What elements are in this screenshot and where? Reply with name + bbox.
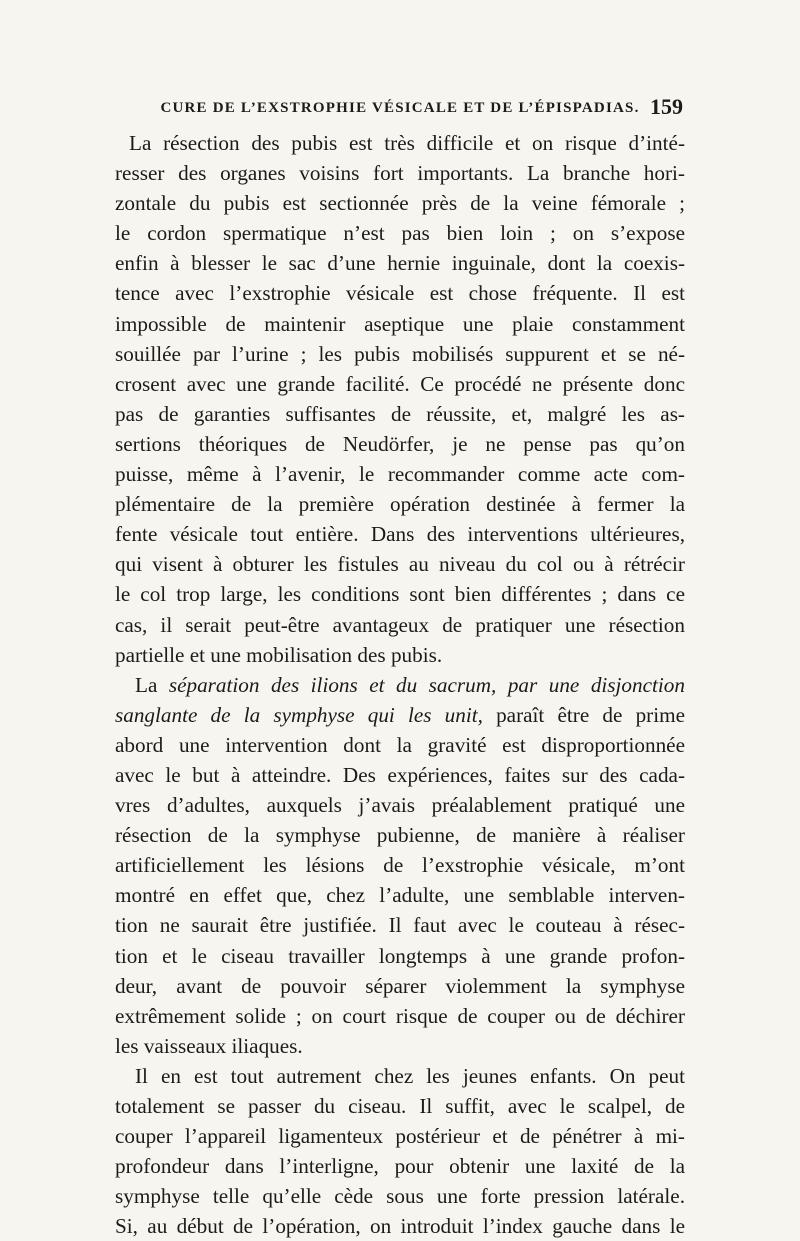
text-line: tion ne saurait être justifiée. Il faut avec le couteau à résec- xyxy=(115,913,685,938)
text-line: La résection des pubis est très difficile et on risque d’inté- xyxy=(129,131,685,155)
text-line: résection de la symphyse pubienne, de manière à réaliser xyxy=(115,823,685,848)
text-line: souillée par l’urine ; les pubis mobilisés suppurent et se né- xyxy=(115,341,685,366)
text-line: crosent avec une grande facilité. Ce procédé ne présente donc xyxy=(115,371,685,396)
text-line: Si, au début de l’opération, on introduit l’index gauche dans le xyxy=(115,1214,685,1239)
text-line: tion et le ciseau travailler longtemps à une grande profon- xyxy=(115,943,685,968)
text-line: resser des organes voisins fort importants. La branche hori- xyxy=(115,161,685,186)
page-header xyxy=(115,92,685,126)
text-line: tence avec l’exstrophie vésicale est chose fréquente. Il est xyxy=(115,281,685,306)
text-line: abord une intervention dont la gravité est disproportionnée xyxy=(115,732,685,757)
text-line: symphyse telle qu’elle cède sous une forte pression latérale. xyxy=(115,1184,685,1209)
text-line: pas de garanties suffisantes de réussite, et, malgré les as- xyxy=(115,401,685,426)
text-line: extrêmement solide ; on court risque de couper ou de déchirer xyxy=(115,1003,685,1028)
text-line: plémentaire de la première opération destinée à fermer la xyxy=(115,492,685,517)
running-head: CURE DE L’EXSTROPHIE VÉSICALE ET DE L’ÉPISPADIAS. xyxy=(160,100,640,116)
text-line: cas, il serait peut-être avantageux de pratiquer une résection xyxy=(115,612,685,637)
text-line: fente vésicale tout entière. Dans des interventions ultérieures, xyxy=(115,522,685,547)
page-body xyxy=(115,128,685,1241)
text-line: le col trop large, les conditions sont bien différentes ; dans ce xyxy=(115,582,685,607)
text-line: enfin à blesser le sac d’une hernie inguinale, dont la coexis- xyxy=(115,251,685,276)
text-line: avec le but à atteindre. Des expériences, faites sur des cada- xyxy=(115,762,685,787)
text-line: totalement se passer du ciseau. Il suffit, avec le scalpel, de xyxy=(115,1094,685,1118)
italic-phrase: séparation des ilions et du sacrum, par une disjonction xyxy=(168,672,685,697)
text-line: puisse, même à l’avenir, le recommander comme acte com- xyxy=(115,462,685,487)
text-line: les vaisseaux iliaques. xyxy=(115,1033,303,1058)
text-line: profondeur dans l’interligne, pour obtenir une laxité de la xyxy=(115,1154,685,1179)
text-line-italic-start xyxy=(115,670,685,700)
text-line: qui visent à obturer les fistules au niveau du col ou à rétrécir xyxy=(115,552,685,577)
text-line: artificiellement les lésions de l’exstrophie vésicale, m’ont xyxy=(115,853,685,878)
book-page xyxy=(115,92,685,1239)
text-line: sertions théoriques de Neudörfer, je ne pense pas qu’on xyxy=(115,431,685,456)
text-line: couper l’appareil ligamenteux postérieur et de pénétrer à mi- xyxy=(115,1124,685,1149)
paragraph-start: La xyxy=(135,672,169,697)
page-number: 159 xyxy=(650,94,683,119)
text-line: partielle et une mobilisation des pubis. xyxy=(115,642,443,667)
plain-phrase: paraît être de prime xyxy=(482,702,685,727)
text-line: impossible de maintenir aseptique une plaie constamment xyxy=(115,311,685,336)
text-line: deur, avant de pouvoir séparer violemment la symphyse xyxy=(115,973,685,998)
text-line: le cordon spermatique n’est pas bien loin ; on s’expose xyxy=(115,221,685,246)
text-line: Il en est tout autrement chez les jeunes enfants. On peut xyxy=(135,1063,685,1088)
text-line: zontale du pubis est sectionnée près de la veine fémorale ; xyxy=(115,191,685,216)
text-line: vres d’adultes, auxquels j’avais préalablement pratiqué une xyxy=(115,793,685,818)
text-line: montré en effet que, chez l’adulte, une semblable interven- xyxy=(115,883,685,908)
italic-phrase: sanglante de la symphyse qui les unit, xyxy=(115,702,483,727)
text-line-italic-end xyxy=(115,700,685,730)
